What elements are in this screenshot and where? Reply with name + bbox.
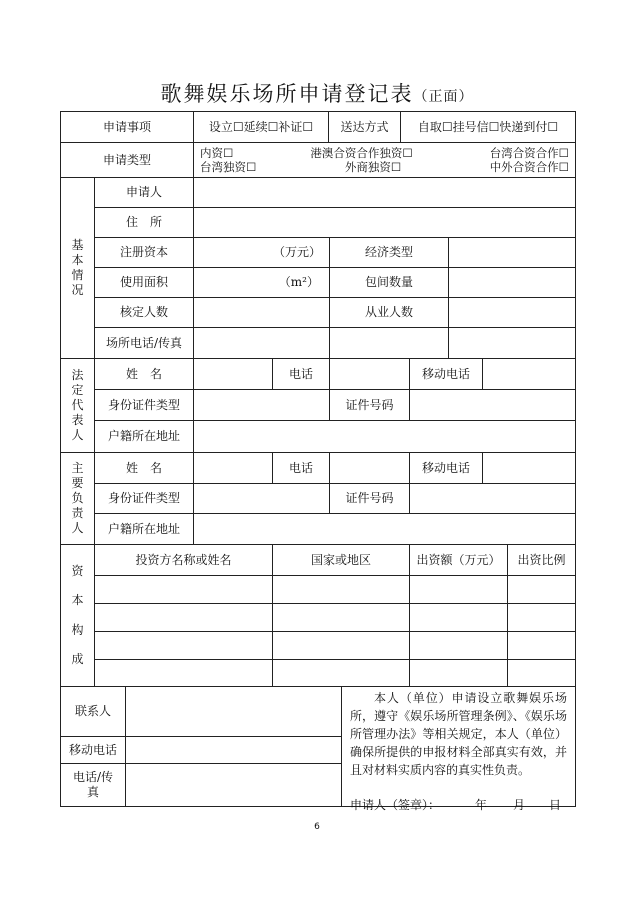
registered-capital-label: 注册资本 (94, 237, 194, 268)
venue-phone-fax-label: 场所电话/传真 (94, 327, 194, 359)
contact-phone-fax-field[interactable] (125, 763, 342, 807)
legal-rep-id-no-field[interactable] (409, 389, 576, 421)
venue-phone-fax-field[interactable] (193, 327, 330, 359)
investor-row-1-country[interactable] (272, 575, 410, 604)
contact-person-field[interactable] (125, 686, 342, 737)
signature-year-label: 年 (474, 798, 487, 812)
investor-row-1-amount[interactable] (409, 575, 508, 604)
legal-rep-mobile-label: 移动电话 (409, 358, 483, 390)
apply-type-options-line1 (200, 146, 569, 160)
contact-phone-fax-label: 电话/传 真 (60, 763, 126, 807)
page-number: 6 (314, 822, 320, 832)
form-title-suffix: （正面） (413, 89, 474, 105)
legal-rep-id-type-field[interactable] (193, 389, 330, 421)
delivery-method-label: 送达方式 (328, 111, 401, 143)
declaration-text: 本人（单位）申请设立歌舞娱乐场所，遵守《娱乐场所管理条例》、《娱乐场所管理办法》等相关规定，本人（单位）确保所提供的申报材料全部真实有效，并且对材料实质内容的真实性负责。 (350, 691, 567, 777)
address-label: 住 所 (94, 207, 194, 238)
address-field[interactable] (193, 207, 576, 238)
investor-name-header: 投资方名称或姓名 (94, 544, 273, 576)
principal-phone-label: 电话 (272, 452, 330, 484)
legal-rep-id-type-label: 身份证件类型 (94, 389, 194, 421)
legal-rep-id-no-label: 证件号码 (329, 389, 410, 421)
investor-row-4-name[interactable] (94, 659, 273, 687)
room-count-label: 包间数量 (329, 267, 449, 298)
investor-row-2-ratio[interactable] (507, 603, 576, 632)
investor-row-3-amount[interactable] (409, 631, 508, 660)
legal-rep-name-field[interactable] (193, 358, 273, 390)
principal-id-type-label: 身份证件类型 (94, 483, 194, 514)
investor-row-3-country[interactable] (272, 631, 410, 660)
investor-row-2-amount[interactable] (409, 603, 508, 632)
applicant-label: 申请人 (94, 177, 194, 208)
apply-type-sino-foreign[interactable]: 中外合资合作☐ (489, 160, 569, 174)
declaration-signature-line[interactable] (350, 798, 567, 813)
approved-capacity-label: 核定人数 (94, 297, 194, 328)
principal-phone-field[interactable] (329, 452, 410, 484)
legal-rep-phone-label: 电话 (272, 358, 330, 390)
basic-info-section-label: 基 本 情 况 (60, 177, 95, 359)
legal-rep-name-label: 姓 名 (94, 358, 194, 390)
investor-row-2-name[interactable] (94, 603, 273, 632)
legal-rep-household-label: 户籍所在地址 (94, 420, 194, 453)
principal-name-label: 姓 名 (94, 452, 194, 484)
investor-row-1-name[interactable] (94, 575, 273, 604)
contact-mobile-label: 移动电话 (60, 736, 126, 764)
investor-row-4-ratio[interactable] (507, 659, 576, 687)
investor-row-4-amount[interactable] (409, 659, 508, 687)
apply-type-options[interactable] (193, 142, 576, 178)
investor-row-3-ratio[interactable] (507, 631, 576, 660)
apply-type-options-line2 (200, 160, 569, 174)
signature-month-label: 月 (512, 798, 525, 812)
investor-row-2-country[interactable] (272, 603, 410, 632)
principal-household-label: 户籍所在地址 (94, 513, 194, 545)
registered-capital-field[interactable] (193, 237, 330, 268)
contact-mobile-field[interactable] (125, 736, 342, 764)
staff-count-field[interactable] (448, 297, 576, 328)
investor-row-4-country[interactable] (272, 659, 410, 687)
apply-item-label: 申请事项 (60, 111, 194, 143)
principal-mobile-field[interactable] (482, 452, 576, 484)
registered-capital-unit: （万元） (272, 245, 321, 259)
approved-capacity-field[interactable] (193, 297, 330, 328)
apply-type-label: 申请类型 (60, 142, 194, 178)
legal-rep-phone-field[interactable] (329, 358, 410, 390)
declaration-box (341, 686, 576, 812)
economic-type-label: 经济类型 (329, 237, 449, 268)
principal-id-no-field[interactable] (409, 483, 576, 514)
apply-type-hk-macao[interactable]: 港澳合资合作独资☐ (310, 145, 413, 160)
legal-rep-mobile-field[interactable] (482, 358, 576, 390)
legal-rep-section-label: 法 定 代 表 人 (60, 358, 95, 453)
signature-label: 申请人（签章）： (350, 798, 441, 812)
principal-name-field[interactable] (193, 452, 273, 484)
economic-type-field[interactable] (448, 237, 576, 268)
apply-type-foreign-sole[interactable]: 外商独资☐ (344, 160, 402, 174)
capital-structure-section-label: 资 本 构 成 (60, 544, 95, 687)
apply-type-taiwan-sole[interactable]: 台湾独资☐ (200, 160, 257, 174)
delivery-method-options[interactable]: 自取☐挂号信☐快递到付☐ (400, 111, 576, 143)
contribution-amount-header: 出资额（万元） (409, 544, 508, 576)
legal-rep-household-field[interactable] (193, 420, 576, 453)
investor-row-1-ratio[interactable] (507, 575, 576, 604)
investor-row-3-name[interactable] (94, 631, 273, 660)
room-count-field[interactable] (448, 267, 576, 298)
usable-area-unit: （m²） (278, 275, 319, 289)
staff-count-label: 从业人数 (329, 297, 449, 328)
apply-item-options[interactable]: 设立☐延续☐补证☐ (193, 111, 329, 143)
apply-type-taiwan-jv[interactable]: 台湾合资合作☐ (489, 145, 569, 160)
principal-household-field[interactable] (193, 513, 576, 545)
principal-id-no-label: 证件号码 (329, 483, 410, 514)
venue-extra-field-b[interactable] (448, 327, 576, 359)
signature-day-label: 日 (548, 798, 561, 812)
principal-section-label: 主 要 负 责 人 (60, 452, 95, 545)
principal-id-type-field[interactable] (193, 483, 330, 514)
applicant-field[interactable] (193, 177, 576, 208)
venue-extra-field-a[interactable] (329, 327, 449, 359)
principal-mobile-label: 移动电话 (409, 452, 483, 484)
form-title-main: 歌舞娱乐场所申请登记表 (160, 82, 414, 106)
contact-person-label: 联系人 (60, 686, 126, 737)
country-region-header: 国家或地区 (272, 544, 410, 576)
usable-area-label: 使用面积 (94, 267, 194, 298)
apply-type-domestic[interactable]: 内资☐ (200, 145, 234, 160)
contribution-ratio-header: 出资比例 (507, 544, 576, 576)
usable-area-field[interactable] (193, 267, 330, 298)
